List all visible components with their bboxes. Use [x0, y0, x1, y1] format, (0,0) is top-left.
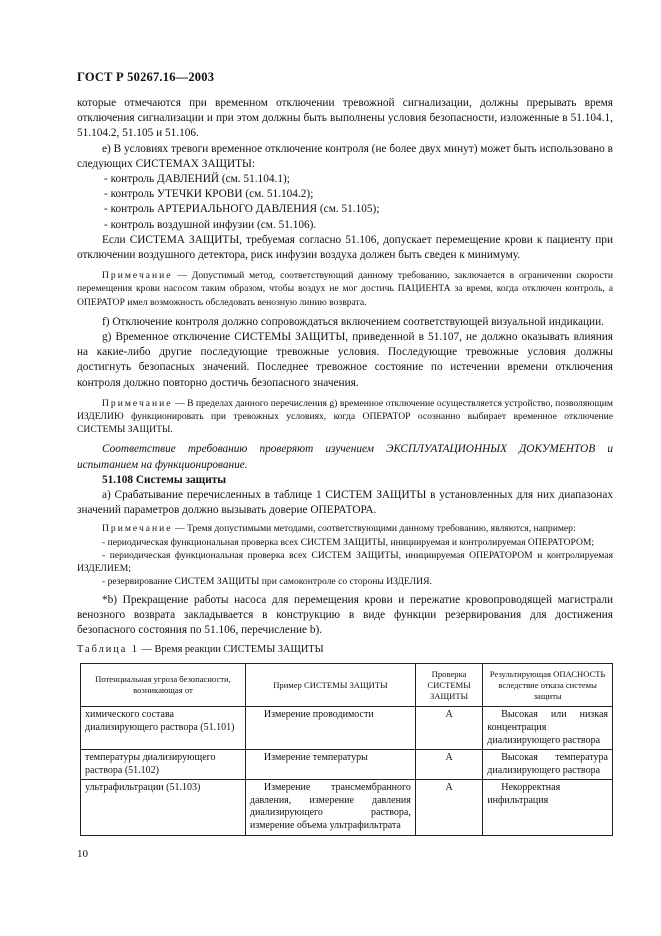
paragraph-f: f) Отключение контроля должно сопровождаться включением соответствующей визуальной индикации.	[102, 315, 604, 328]
table-cell: Измерение трансмембранного давления, измерение давления диализирующего раствора, измерение объема ультрафильтрата	[245, 780, 415, 835]
table-cell: температуры диализирующего раствора (51.102)	[81, 750, 246, 780]
note-label: Примечание	[102, 523, 173, 535]
table-cell: А	[415, 707, 482, 750]
note-label: Примечание	[102, 397, 173, 409]
table-cell: ультрафильтрации (51.103)	[81, 780, 246, 835]
note-list-item: - резервирование СИСТЕМ ЗАЩИТЫ при самоконтроле со стороны ИЗДЕЛИЯ.	[102, 576, 432, 588]
table-header-cell: Проверка СИСТЕМЫ ЗАЩИТЫ	[415, 664, 482, 707]
table-caption-label: Таблица 1	[77, 644, 140, 656]
table-header-cell: Пример СИСТЕМЫ ЗАЩИТЫ	[245, 664, 415, 707]
table-header-cell: Потенциальная угроза безопасности, возникающая от	[81, 664, 246, 707]
note-2	[77, 397, 613, 437]
table-row	[81, 780, 613, 835]
note-list-item: - периодическая функциональная проверка всех СИСТЕМ ЗАЩИТЫ, инициируемая ОПЕРАТОРОМ и контролируемая ИЗДЕЛИЕМ;	[77, 549, 613, 575]
table-cell: А	[415, 750, 482, 780]
table-header-cell: Результирующая ОПАСНОСТЬ вследствие отказа системы защиты	[483, 664, 613, 707]
page-header: ГОСТ Р 50267.16—2003	[77, 70, 215, 84]
paragraph-continuation: которые отмечаются при временном отключении тревожной сигнализации, должны прерывать время отключения сигнализации и при этом должны быть выполнены условия безопасности, изложенные в 51.104.1, 51.104.2, 51.105 и 51.106.	[77, 97, 613, 140]
table-cell: химического состава диализирующего раствора (51.101)	[81, 707, 246, 750]
note-list-item: - периодическая функциональная проверка всех СИСТЕМ ЗАЩИТЫ, инициируемая и контролируемая ОПЕРАТОРОМ;	[102, 536, 595, 548]
paragraph-if: Если СИСТЕМА ЗАЩИТЫ, требуемая согласно 51.106, допускает перемещение крови к пациенту при отключении воздушного детектора, риск инфузии воздуха должен быть сведен к минимуму.	[77, 233, 613, 262]
paragraph-g: g) Временное отключение СИСТЕМЫ ЗАЩИТЫ, приведенной в 51.107, не должно оказывать влияния на какие-либо другие последующие тревожные условия. Последующие тревожные условия должны достигнуть безопасных значений. Последнее тревожное состояние по истечении времени отключения контроля должно повторно достичь безопасного значения.	[77, 331, 613, 389]
list-item: - контроль ДАВЛЕНИЙ (см. 51.104.1);	[104, 173, 290, 186]
section-heading: 51.108 Системы защиты	[102, 473, 227, 486]
table-cell: А	[415, 780, 482, 835]
paragraph-b: *b) Прекращение работы насоса для перемещения крови и пережатие кровопроводящей магистрали венозного возврата закладывается в конструкцию в виде функции резервирования для достижения безопасного состояния по 51.106, перечисление b).	[77, 593, 613, 636]
table-caption	[77, 642, 613, 657]
note-text: — Допустимый метод, соответствующий данному требованию, заключается в ограничении скорости перемещения крови насосом таким образом, чтобы воздух не мог достичь ПАЦИЕНТА за время, когда отключен контроль, а ОПЕРАТОР имел возможность обследовать венозную линию возврата.	[77, 270, 613, 308]
page-number: 10	[77, 848, 88, 860]
compliance-statement: Соответствие требованию проверяют изучением ЭКСПЛУАТАЦИОННЫХ ДОКУМЕНТОВ и испытанием на функционирование.	[77, 443, 613, 471]
table-cell: Измерение температуры	[245, 750, 415, 780]
note-3	[77, 522, 613, 535]
note-1	[77, 269, 613, 309]
table-row	[81, 707, 613, 750]
table-cell: Некорректная инфильтрация	[483, 780, 613, 835]
note-text: — В пределах данного перечисления g) временное отключение осуществляется устройство, позволяющим ИЗДЕЛИЮ функционировать при тревожных условиях, когда ОПЕРАТОР осознанно выбирает временное отключение СИСТЕМЫ ЗАЩИТЫ.	[77, 397, 613, 436]
paragraph-a: а) Срабатывание перечисленных в таблице 1 СИСТЕМ ЗАЩИТЫ в установленных для них диапазонах значений параметров должно вызывать доверие ОПЕРАТОРА.	[77, 489, 613, 517]
paragraph-e: е) В условиях тревоги временное отключение контроля (не более двух минут) может быть использовано в следующих СИСТЕМАХ ЗАЩИТЫ:	[77, 142, 613, 170]
table-cell: Высокая или низкая концентрация диализирующего раствора	[483, 707, 613, 750]
list-item: - контроль воздушной инфузии (см. 51.106).	[104, 218, 317, 231]
note-text: — Тремя допустимыми методами, соответствующими данному требованию, являются, например:	[172, 523, 576, 535]
table-cell: Высокая температура диализирующего раствора	[483, 750, 613, 780]
note-label: Примечание	[102, 270, 173, 282]
list-item: - контроль АРТЕРИАЛЬНОГО ДАВЛЕНИЯ (см. 51.105);	[104, 203, 380, 216]
table-row	[81, 750, 613, 780]
table-cell: Измерение проводимости	[245, 707, 415, 750]
page-body	[77, 96, 613, 836]
table-caption-text: — Время реакции СИСТЕМЫ ЗАЩИТЫ	[139, 644, 324, 656]
list-item: - контроль УТЕЧКИ КРОВИ (см. 51.104.2);	[104, 188, 314, 201]
reaction-time-table	[80, 663, 613, 835]
table-header-row	[81, 664, 613, 707]
